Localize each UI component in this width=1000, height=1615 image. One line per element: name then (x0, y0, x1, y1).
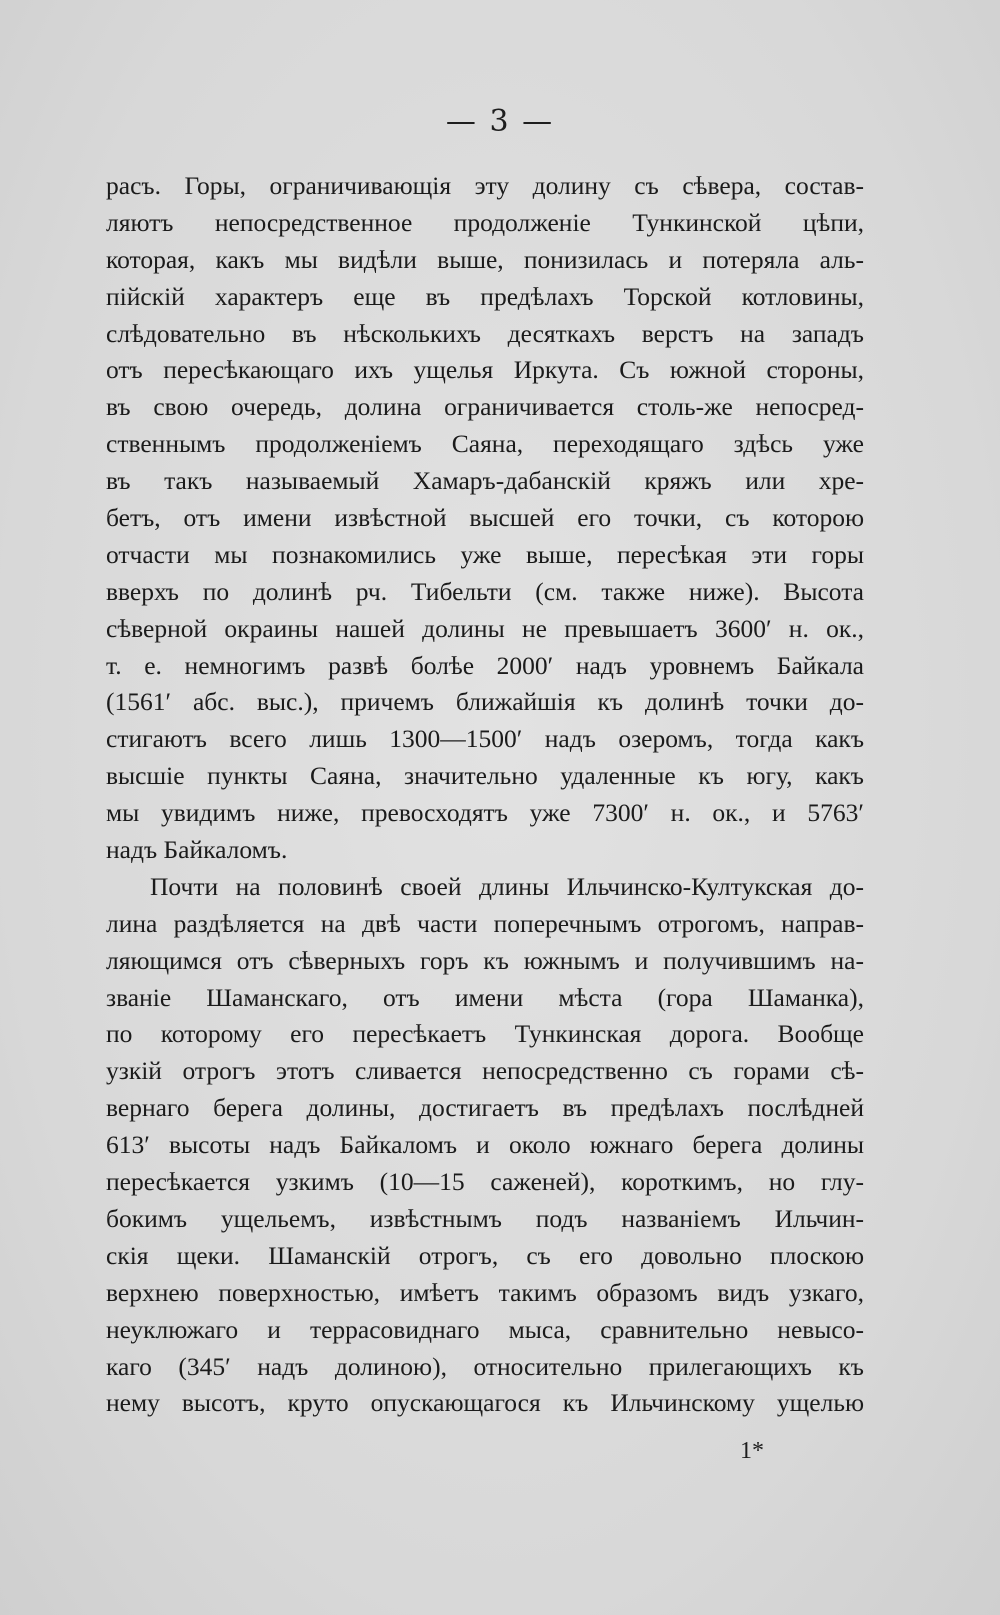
text-line: высшіе пункты Саяна, значительно удаленные къ югу, какъ (106, 761, 864, 791)
text-line: скія щеки. Шаманскій отрогъ, съ его довольно плоскою (106, 1240, 864, 1270)
signature-mark: 1* (740, 1438, 764, 1464)
text-line: ляющимся отъ сѣверныхъ горъ къ южнымъ и получившимъ на- (106, 945, 864, 975)
text-line: пересѣкается узкимъ (10—15 саженей), короткимъ, но глу- (106, 1167, 864, 1197)
text-line: бокимъ ущельемъ, извѣстнымъ подъ названіемъ Ильчин- (106, 1203, 864, 1233)
text-line: бетъ, отъ имени извѣстной высшей его точки, съ которою (106, 503, 864, 533)
text-line: надъ Байкаломъ. (106, 835, 288, 865)
text-line: мы увидимъ ниже, превосходятъ уже 7300′ н. ок., и 5763′ (106, 798, 864, 828)
text-line: въ такъ называемый Хамаръ-дабанскій кряжъ или хре- (106, 466, 864, 496)
text-line: отъ пересѣкающаго ихъ ущелья Иркута. Съ южной стороны, (106, 355, 864, 385)
text-line: каго (345′ надъ долиною), относительно прилегающихъ къ (106, 1351, 864, 1381)
text-line: слѣдовательно въ нѣсколькихъ десяткахъ верстъ на западъ (106, 318, 864, 348)
text-line: по которому его пересѣкаетъ Тункинская дорога. Вообще (106, 1019, 864, 1049)
text-line: (1561′ абс. выс.), причемъ ближайшія къ долинѣ точки до- (106, 687, 864, 717)
page-number-header: — 3 — (445, 104, 555, 139)
page-body (106, 168, 864, 1422)
text-line: узкій отрогъ этотъ сливается непосредственно съ горами сѣ- (106, 1056, 864, 1086)
text-line: 613′ высоты надъ Байкаломъ и около южнаго берега долины (106, 1130, 864, 1160)
text-line: званіе Шаманскаго, отъ имени мѣста (гора Шаманка), (106, 982, 864, 1012)
text-line: которая, какъ мы видѣли выше, понизилась и потеряла аль- (106, 244, 864, 274)
text-line: вверхъ по долинѣ рч. Тибельти (см. также ниже). Высота (106, 576, 864, 606)
text-line: вернаго берега долины, достигаетъ въ предѣлахъ послѣдней (106, 1093, 864, 1123)
text-line: Почти на половинѣ своей длины Ильчинско-Култукская до- (150, 871, 864, 901)
text-line: лина раздѣляется на двѣ части поперечнымъ отрогомъ, направ- (106, 908, 864, 938)
text-line: въ свою очередь, долина ограничивается столь-же непосред- (106, 392, 864, 422)
text-line: ственнымъ продолженіемъ Саяна, переходящаго здѣсь уже (106, 429, 864, 459)
text-line: неуклюжаго и террасовиднаго мыса, сравнительно невысо- (106, 1314, 864, 1344)
text-line: расъ. Горы, ограничивающія эту долину съ сѣвера, состав- (106, 171, 864, 200)
text-line: верхнею поверхностью, имѣетъ такимъ образомъ видъ узкаго, (106, 1277, 864, 1307)
text-line: ляютъ непосредственное продолженіе Тункинской цѣпи, (106, 207, 864, 237)
text-line: сѣверной окраины нашей долины не превышаетъ 3600′ н. ок., (106, 613, 864, 643)
text-line: стигаютъ всего лишь 1300—1500′ надъ озеромъ, тогда какъ (106, 724, 864, 754)
text-line: отчасти мы познакомились уже выше, пересѣкая эти горы (106, 539, 864, 569)
text-line: т. е. немногимъ развѣ болѣе 2000′ надъ уровнемъ Байкала (106, 650, 864, 680)
text-line: пійскій характеръ еще въ предѣлахъ Торской котловины, (106, 281, 864, 311)
text-line: нему высотъ, круто опускающагося къ Ильчинскому ущелью (106, 1388, 864, 1418)
